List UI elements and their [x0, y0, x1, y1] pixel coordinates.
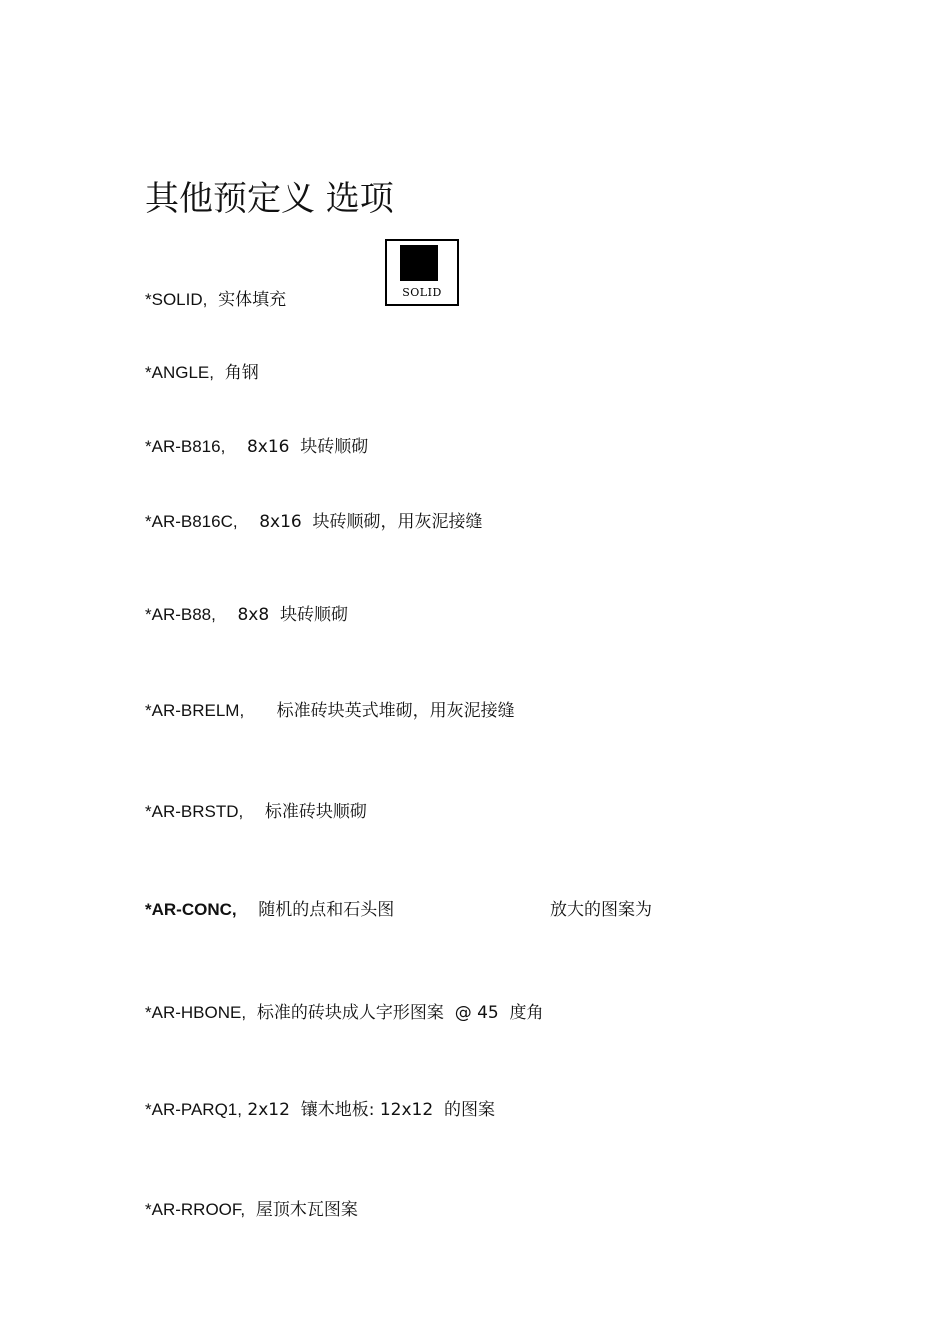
- pattern-item-angle: [145, 362, 259, 384]
- solid-swatch-label: SOLID: [402, 286, 442, 299]
- pattern-item-ar-rroof: [145, 1199, 358, 1221]
- pattern-code: *ANGLE,: [145, 363, 214, 382]
- conc-enlarged-note: 放大的图案为: [550, 900, 652, 920]
- pattern-item-ar-b816: [145, 436, 368, 458]
- pattern-code: *AR-BRSTD,: [145, 802, 244, 821]
- pattern-code: *AR-B816,: [145, 437, 226, 456]
- pattern-description: 实体填充: [207, 290, 287, 310]
- pattern-code: *AR-B816C,: [145, 512, 238, 531]
- page-title: 其他预定义 选项: [145, 179, 394, 219]
- pattern-code: *AR-CONC,: [145, 900, 237, 919]
- pattern-description: 角钢: [213, 363, 259, 383]
- pattern-item-ar-parq1: [145, 1099, 495, 1121]
- pattern-description: 随机的点和石头图: [236, 900, 395, 920]
- pattern-code: *AR-B88,: [145, 605, 216, 624]
- pattern-item-ar-conc: [145, 899, 394, 921]
- pattern-description: 标准的砖块成人字形图案 @ 45 度角: [246, 1003, 544, 1023]
- pattern-item-ar-b816c: [145, 511, 483, 533]
- pattern-code: *AR-BRELM,: [145, 701, 245, 720]
- pattern-item-solid: [145, 289, 286, 311]
- pattern-code: *AR-PARQ1,: [145, 1100, 242, 1119]
- pattern-item-ar-brstd: [145, 801, 367, 823]
- pattern-item-ar-hbone: [145, 1002, 544, 1024]
- solid-fill-square: [400, 245, 438, 281]
- solid-pattern-swatch: [385, 239, 459, 306]
- pattern-description: 8x16 块砖顺砌: [225, 437, 369, 457]
- pattern-item-ar-brelm: [145, 700, 515, 722]
- pattern-description: 8x8 块砖顺砌: [215, 605, 348, 625]
- pattern-item-ar-b88: [145, 604, 348, 626]
- pattern-code: *SOLID,: [145, 290, 208, 309]
- pattern-description: 标准砖块顺砌: [243, 802, 367, 822]
- pattern-code: *AR-RROOF,: [145, 1200, 246, 1219]
- pattern-description: 8x16 块砖顺砌，用灰泥接缝: [237, 512, 483, 532]
- pattern-description: 屋顶木瓦图案: [245, 1200, 358, 1220]
- pattern-code: *AR-HBONE,: [145, 1003, 247, 1022]
- pattern-description: 标准砖块英式堆砌，用灰泥接缝: [244, 701, 515, 721]
- pattern-description: 2x12 镶木地板: 12x12 的图案: [242, 1100, 495, 1120]
